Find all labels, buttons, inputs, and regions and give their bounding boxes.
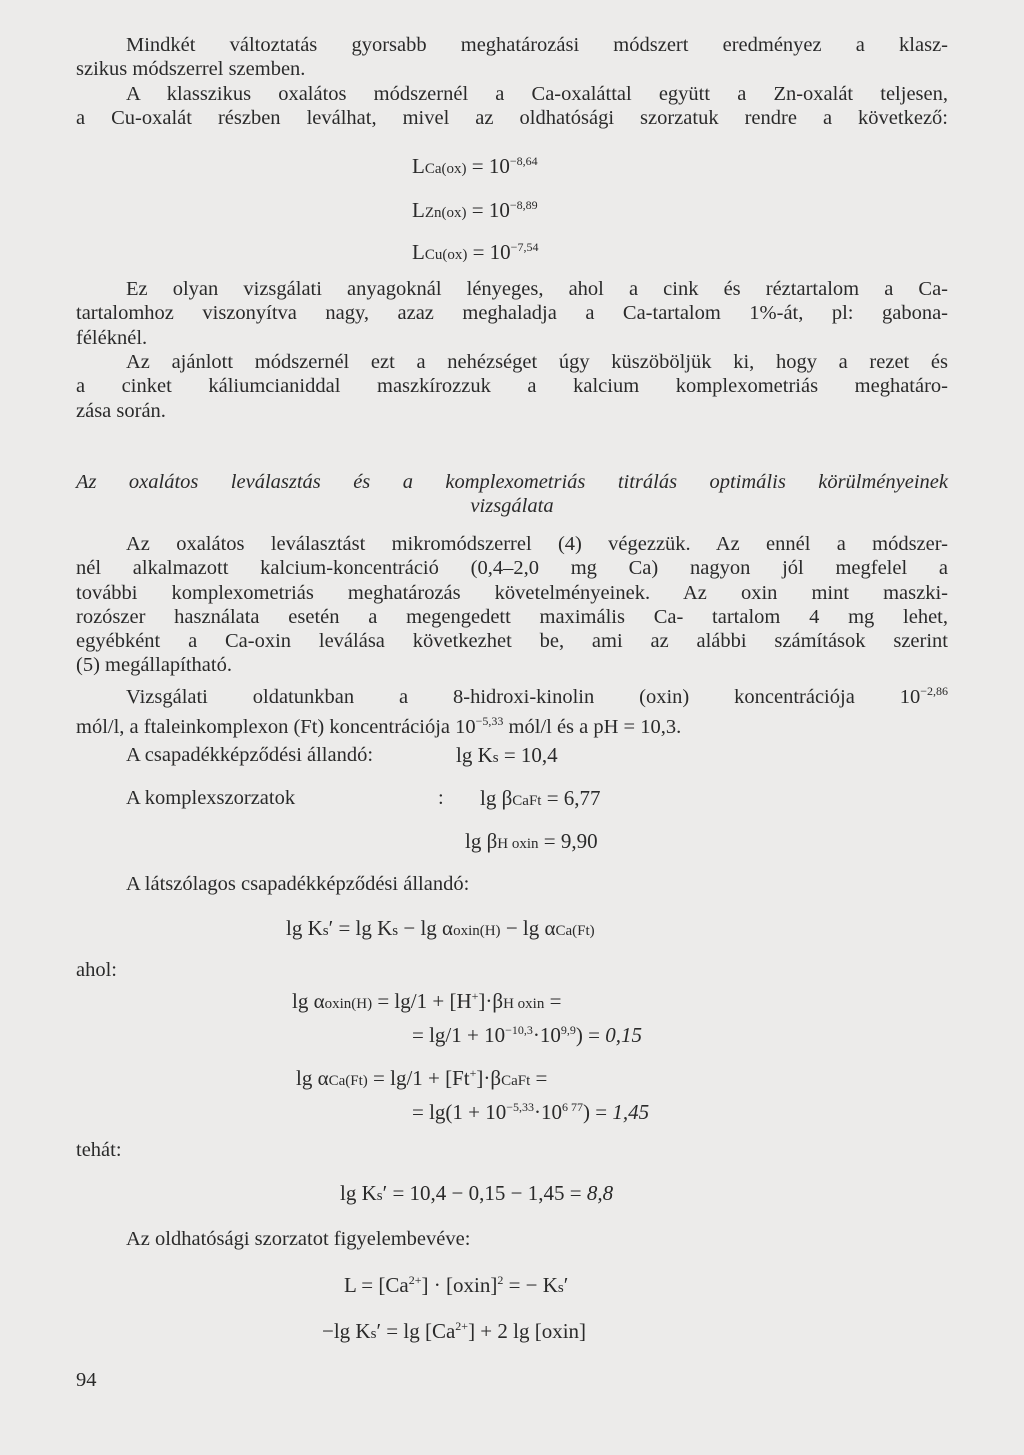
ahol-label: ahol: (76, 959, 117, 981)
text-line: tartalomhoz viszonyítva nagy, azaz meghaladja a Ca-tartalom 1%-át, pl: gabona- (76, 302, 948, 325)
text-line: Az oxalátos leválasztást mikromódszerrel (4) végezzük. Az ennél a módszer- (126, 533, 948, 555)
text-line: a Cu-oxalát részben leválhat, mivel az oldhatósági szorzatuk rendre a következő: (76, 107, 948, 130)
section-heading (76, 470, 948, 518)
paragraph-4 (76, 350, 948, 423)
solubility-label: Az oldhatósági szorzatot figyelembevéve: (126, 1228, 471, 1250)
equation-l-cu: $LCu(ox) = 10^{-7,54}$ (412, 240, 539, 264)
paragraph-1 (76, 33, 948, 82)
heading-line-2: vizsgálata (470, 495, 554, 517)
beta-h-expression: lg βH oxin = 9,90 (465, 829, 598, 853)
solubility-equation-2: −lg $Ks' = \lg [Ca^{2+}] + 2$ lg [oxin] (322, 1319, 587, 1343)
complex-label: A komplexszorzatok (126, 787, 296, 809)
text-line: Vizsgálati oldatunkban a 8-hidroxi-kinolin (oxin) koncentrációja $10^{-2,86}$ (126, 684, 948, 708)
heading-line-1: Az oxalátos leválasztás és a komplexometriás titrálás optimális körülményeinek (76, 471, 948, 493)
paragraph-3 (76, 277, 948, 350)
text-line: A klasszikus oxalátos módszernél a Ca-oxaláttal együtt a Zn-oxalát teljesen, (126, 83, 948, 105)
beta-caft-expression: lg βCaFt = 6,77 (480, 786, 601, 810)
text-line: rozószer használata esetén a megengedett maximális Ca- tartalom 4 mg lehet, (76, 605, 948, 628)
text-line: egyébként a Ca-oxin leválása következhet be, ami az alábbi számítások szerint (76, 630, 948, 653)
alpha-oxin-equation: lg αoxin(H) = lg/1 + [H+]·βH oxin = (292, 989, 562, 1013)
text-line: Az ajánlott módszernél ezt a nehézséget úgy küszöböljük ki, hogy a rezet és (126, 351, 948, 373)
equation-l-zn: $LZn(ox) = 10^{-8,89}$ (412, 198, 538, 222)
result-equation: lg Ks′ = 10,4 − 0,15 − 1,45 = 8,8 (340, 1181, 614, 1205)
colon: : (438, 787, 444, 809)
equation-l-ca: $LCa(ox) = 10^{-8,64}$ (412, 154, 538, 178)
apparent-label: A látszólagos csapadékképződési állandó: (126, 873, 470, 895)
paragraph-6 (76, 679, 948, 740)
text-line: Mindkét változtatás gyorsabb meghatározási módszert eredményez a klasz- (126, 34, 948, 56)
text-line: Ez olyan vizsgálati anyagoknál lényeges, ahol a cink és réztartalom a Ca- (126, 278, 948, 300)
ks-label: A csapadékképződési állandó: (126, 744, 374, 766)
text-line: (5) megállapítható. (76, 654, 232, 677)
text-line: nél alkalmazott kalcium-koncentráció (0,4–2,0 mg Ca) nagyon jól megfelel a (76, 557, 948, 580)
alpha-oxin-value: = $\lg/1 + 10^{-10,3}\cdot 10^{9,9}) = 0,15$ (412, 1023, 642, 1047)
ks-expression: lg Ks = 10,4 (456, 743, 558, 767)
text-line: féléknél. (76, 326, 148, 349)
text-line: további komplexometriás meghatározás követelményeinek. Az oxin mint maszki- (76, 581, 948, 604)
alpha-caft-value: = $\lg(1 + 10^{-5,33}\cdot 10^{6 77}) = 1,45$ (412, 1100, 650, 1124)
alpha-caft-equation: lg αCa(Ft) = lg/1 + [Ft+]·βCaFt = (296, 1066, 548, 1090)
apparent-constant-equation: lg Ks′ = lg Ks − lg αoxin(H) − lg αCa(Ft) (286, 916, 595, 940)
paragraph-5 (76, 532, 948, 678)
text-line: a cinket káliumcianiddal maszkírozzuk a kalcium komplexometriás meghatáro- (76, 375, 948, 398)
text-line: mól/l, a ftaleinkomplexon (Ft) koncentrációja $10^{-5,33}$ mól/l és a pH = 10,3. (76, 714, 682, 739)
text-line: zása során. (76, 399, 166, 422)
page-number: 94 (76, 1369, 97, 1391)
paragraph-2 (76, 82, 948, 131)
text-line: szikus módszerrel szemben. (76, 58, 306, 81)
tehat-label: tehát: (76, 1139, 122, 1161)
solubility-equation-1: $L = [Ca^{2+}]$ · [oxin]$^2$ = − Ks′ (344, 1273, 569, 1297)
